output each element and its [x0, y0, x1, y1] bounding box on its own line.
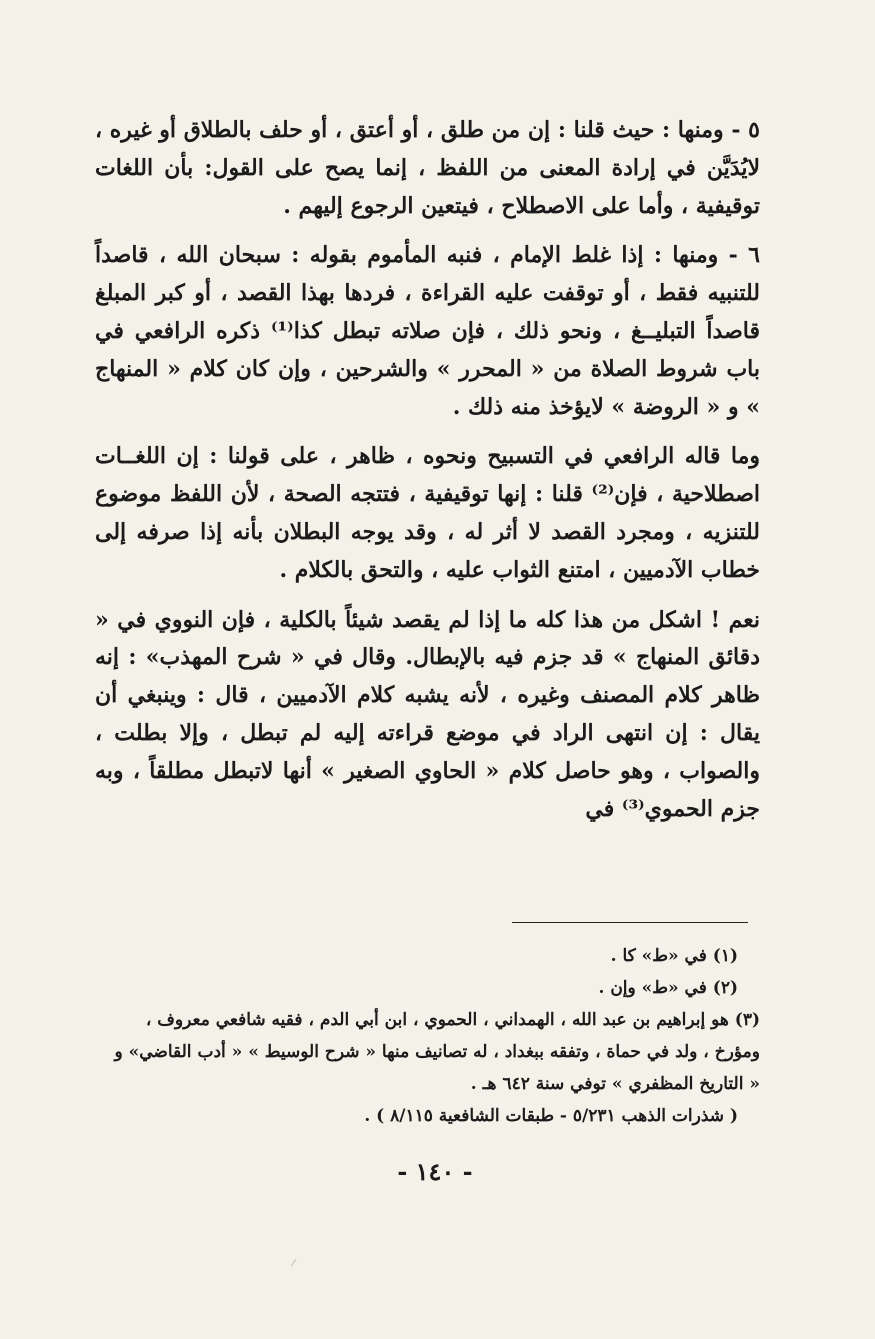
paragraph-naam: نعم ! اشكل من هذا كله ما إذا لم يقصد شيئاً بالكلية ، فإن النووي في « دقائق المنهاج » قد جزم فيه بالإبطال. وقال في « شرح المهذب» : إنه ظاهر كلام المصنف وغيره ، لأنه يشبه كلام الآدميين ، قال : وينبغي أن يقال : إن انتهى الراد في موضع قراءته إليه لم تبطل ، وإلا بطلت ، والصواب ، وهو حاصل كلام « الحاوي الصغير » أنها لاتبطل مطلقاً ، وبه جزم الحموي⁽³⁾ في [95, 606, 760, 822]
footnotes [100, 940, 760, 1132]
footnote-3: (٣) هو إبراهيم بن عبد الله ، الهمداني ، الحموي ، ابن أبي الدم ، فقيه شافعي معروف ، ومؤرخ ، ولد في حماة ، وتفقه ببغداد ، له تصانيف منها « شرح الوسيط » « أدب القاضي» و « التاريخ المظفري » توفي سنة ٦٤٢ هـ . [114, 1010, 760, 1094]
footnote-3-sources: ( شذرات الذهب ٥/٢٣١ - طبقات الشافعية ٨/١١٥ ) . [364, 1106, 738, 1126]
scan-mark [291, 1259, 297, 1267]
page-number: - ١٤٠ - [397, 1157, 473, 1186]
footnote-divider [512, 922, 748, 923]
footnote-1: (١) في «ط» كا . [610, 946, 738, 966]
footnote-2: (٢) في «ط» وإن . [598, 978, 738, 998]
main-text [95, 112, 760, 840]
paragraph-5: ٥ - ومنها : حيث قلنا : إن من طلق ، أو أعتق ، أو حلف بالطلاق أو غيره ، لايُدَيَّن في إرادة المعنى من اللفظ ، إنما يصح على القول: بأن اللغات توقيفية ، وأما على الاصطلاح ، فيتعين الرجوع إليهم . [95, 117, 760, 219]
paragraph-6: ٦ - ومنها : إذا غلط الإمام ، فنبه المأموم بقوله : سبحان الله ، قاصداً للتنبيه فقط ، أو توقفت عليه القراءة ، فردها بهذا القصد ، أو كبر المبلغ قاصداً التبليــغ ، ونحو ذلك ، فإن صلاته تبطل كذا⁽¹⁾ ذكره الرافعي في باب شروط الصلاة من « المحرر » والشرحين ، وإن كان كلام « المنهاج » و « الروضة » لايؤخذ منه ذلك . [95, 242, 760, 420]
paragraph-tasbih: وما قاله الرافعي في التسبيح ونحوه ، ظاهر ، على قولنا : إن اللغــات اصطلاحية ، فإن⁽²⁾ قلنا : إنها توقيفية ، فتتجه الصحة ، لأن اللفظ موضوع للتنزيه ، ومجرد القصد لا أثر له ، وقد يوجه البطلان بأنه إذا صرفه إلى خطاب الآدميين ، امتنع الثواب عليه ، والتحق بالكلام . [95, 443, 760, 583]
